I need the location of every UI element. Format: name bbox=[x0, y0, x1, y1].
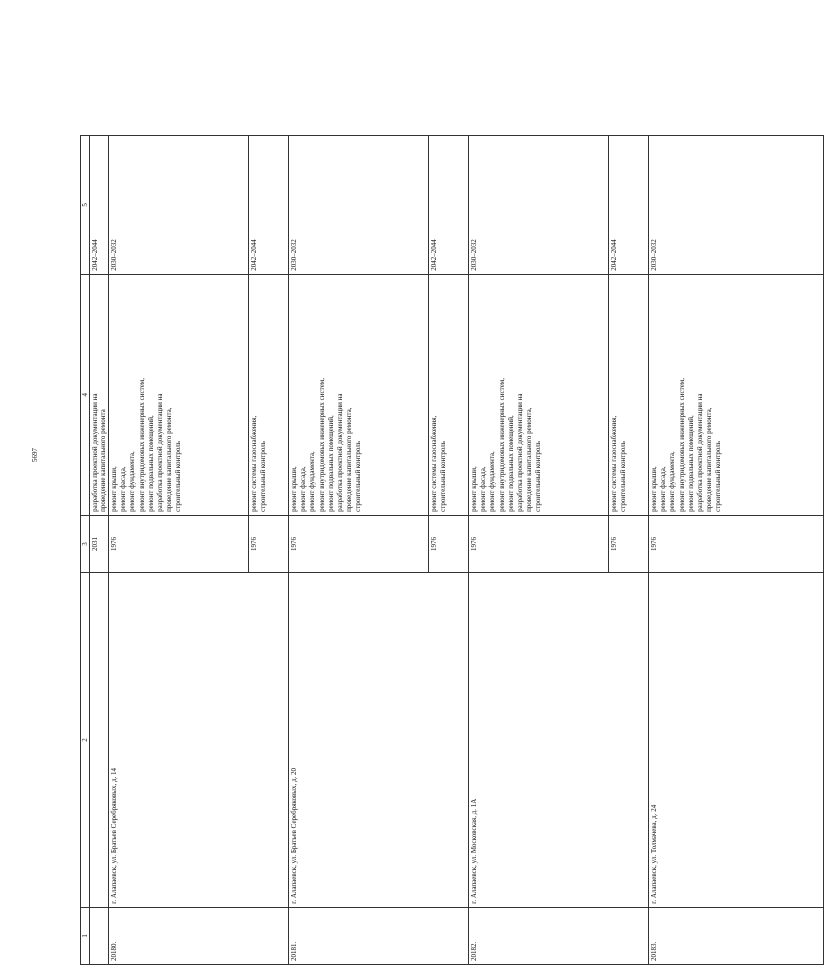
works-cell: ремонт системы газоснабжения, строительный контроль bbox=[429, 274, 469, 515]
year-cell: 1976 bbox=[429, 515, 469, 572]
table-row bbox=[469, 136, 609, 965]
works-cell: ремонт системы газоснабжения, строительный контроль bbox=[609, 274, 649, 515]
row-number: 20183. bbox=[649, 907, 824, 964]
continuation-num-cell bbox=[90, 907, 109, 964]
row-number: 20182. bbox=[469, 907, 649, 964]
rotated-table-container bbox=[80, 0, 723, 961]
address-cell: г. Алапаевск, ул. Толмачева, д. 24 bbox=[649, 573, 824, 908]
continuation-works: разработка проектной документации на проведение капитального ремонта bbox=[90, 274, 109, 515]
page-number bbox=[28, 440, 42, 470]
header-col-5: 5 bbox=[81, 136, 90, 275]
period-cell: 2030–2032 bbox=[469, 136, 609, 275]
row-number: 20180. bbox=[109, 907, 289, 964]
period-cell: 2042–2044 bbox=[429, 136, 469, 275]
year-cell: 1976 bbox=[609, 515, 649, 572]
header-col-1: 1 bbox=[81, 907, 90, 964]
table-row bbox=[289, 136, 429, 965]
header-row bbox=[81, 136, 90, 965]
works-cell: ремонт крыши, ремонт фасада, ремонт фундамента, ремонт внутридомовых инженерных систем, ремонт подвальных помещений, разработка проектной документации на проведение капитального ремонта, строительный контроль bbox=[289, 274, 429, 515]
works-cell: ремонт крыши, ремонт фасада, ремонт фундамента, ремонт внутридомовых инженерных систем, ремонт подвальных помещений, разработка проектной документации на проведение капитального ремонта, строительный контроль bbox=[469, 274, 609, 515]
repair-schedule-table bbox=[80, 135, 824, 965]
continuation-row bbox=[90, 136, 109, 965]
works-cell: ремонт системы газоснабжения, строительный контроль bbox=[249, 274, 289, 515]
year-cell: 1976 bbox=[249, 515, 289, 572]
year-cell: 1976 bbox=[289, 515, 429, 572]
period-cell: 2030–2032 bbox=[109, 136, 249, 275]
period-cell: 2030–2032 bbox=[289, 136, 429, 275]
address-cell: г. Алапаевск, ул. Братьев Серебряковых, д. 14 bbox=[109, 573, 289, 908]
period-cell: 2042–2044 bbox=[249, 136, 289, 275]
header-col-2: 2 bbox=[81, 573, 90, 908]
page-number-text: 5697 bbox=[31, 448, 39, 462]
address-cell: г. Алапаевск, ул. Московская, д. 1А bbox=[469, 573, 649, 908]
row-number: 20181. bbox=[289, 907, 469, 964]
continuation-year: 2031 bbox=[90, 515, 109, 572]
year-cell: 1976 bbox=[649, 515, 824, 572]
year-cell: 1976 bbox=[109, 515, 249, 572]
address-cell: г. Алапаевск, ул. Братьев Серебряковых, д. 20 bbox=[289, 573, 469, 908]
table-row bbox=[649, 136, 824, 965]
works-cell: ремонт крыши, ремонт фасада, ремонт фундамента, ремонт внутридомовых инженерных систем, ремонт подвальных помещений, разработка проектной документации на проведение капитального ремонта, строительный контроль bbox=[649, 274, 824, 515]
works-cell: ремонт крыши, ремонт фасада, ремонт фундамента, ремонт внутридомовых инженерных систем, ремонт подвальных помещений, разработка проектной документации на проведение капитального ремонта, строительный контроль bbox=[109, 274, 249, 515]
continuation-address-cell bbox=[90, 573, 109, 908]
table-body bbox=[81, 136, 824, 965]
continuation-period: 2042–2044 bbox=[90, 136, 109, 275]
table-row bbox=[109, 136, 249, 965]
header-col-4: 4 bbox=[81, 274, 90, 515]
year-cell: 1976 bbox=[469, 515, 609, 572]
period-cell: 2042–2044 bbox=[609, 136, 649, 275]
header-col-3: 3 bbox=[81, 515, 90, 572]
period-cell: 2030–2032 bbox=[649, 136, 824, 275]
